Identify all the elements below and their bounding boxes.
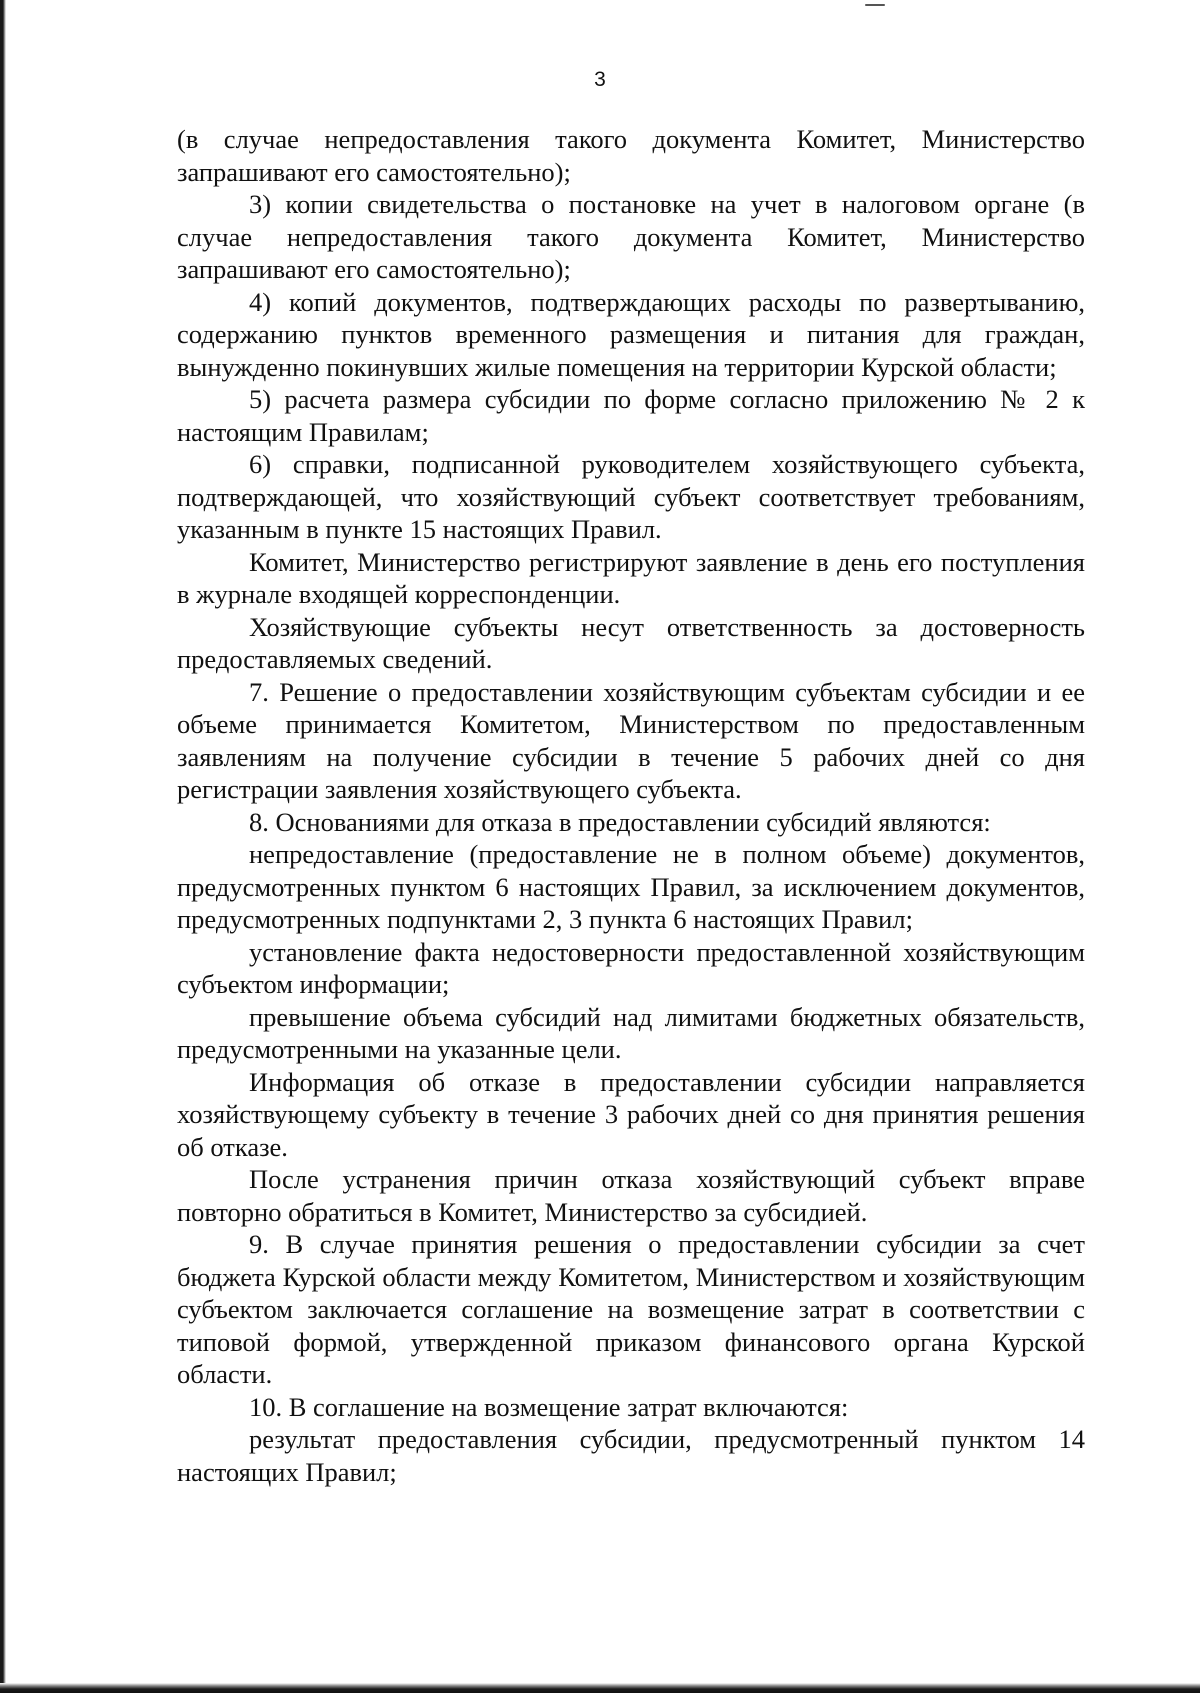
page-number: 3 xyxy=(594,68,606,91)
paragraph: Комитет, Министерство регистрируют заявление в день его поступления в журнале входящей корреспонденции. xyxy=(177,546,1085,609)
paragraph: 3) копии свидетельства о постановке на учет в налоговом органе (в случае непредоставления такого документа Комитет, Министерство запрашивают его самостоятельно); xyxy=(177,189,1085,284)
paragraph: Хозяйствующие субъекты несут ответственность за достоверность предоставляемых сведений. xyxy=(177,611,1085,674)
document-body xyxy=(177,123,1085,1488)
scan-artifact-mark xyxy=(865,4,885,6)
scan-left-edge xyxy=(0,0,6,1693)
paragraph: После устранения причин отказа хозяйствующий субъект вправе повторно обратиться в Комитет, Министерство за субсидией. xyxy=(177,1164,1085,1227)
paragraph: непредоставление (предоставление не в полном объеме) документов, предусмотренных пунктом 6 настоящих Правил, за исключением документов, предусмотренных подпунктами 2, 3 пункта 6 настоящих Правил; xyxy=(177,839,1085,934)
paragraph: 8. Основаниями для отказа в предоставлении субсидий являются: xyxy=(249,806,991,837)
paragraph: установление факта недостоверности предоставленной хозяйствующим субъектом информации; xyxy=(177,936,1085,999)
paragraph: превышение объема субсидий над лимитами бюджетных обязательств, предусмотренными на указанные цели. xyxy=(177,1001,1085,1064)
paragraph: 7. Решение о предоставлении хозяйствующим субъектам субсидии и ее объеме принимается Комитетом, Министерством по предоставленным заявлениям на получение субсидии в течение 5 рабочих дней со дня регистрации заявления хозяйствующего субъекта. xyxy=(177,676,1085,804)
scan-bottom-edge xyxy=(0,1683,1200,1693)
paragraph: результат предоставления субсидии, предусмотренный пунктом 14 настоящих Правил; xyxy=(177,1424,1085,1487)
paragraph: 10. В соглашение на возмещение затрат включаются: xyxy=(249,1391,849,1422)
paragraph: 4) копий документов, подтверждающих расходы по развертыванию, содержанию пунктов временного размещения и питания для граждан, вынужденно покинувших жилые помещения на территории Курской области; xyxy=(177,286,1085,382)
paragraph: (в случае непредоставления такого документа Комитет, Министерство запрашивают его самостоятельно); xyxy=(177,124,1085,187)
paragraph: Информация об отказе в предоставлении субсидии направляется хозяйствующему субъекту в течение 3 рабочих дней со дня принятия решения об отказе. xyxy=(177,1066,1085,1162)
paragraph: 9. В случае принятия решения о предоставлении субсидии за счет бюджета Курской области между Комитетом, Министерством и хозяйствующим субъектом заключается соглашение на возмещение затрат в соответствии с типовой формой, утвержденной приказом финансового органа Курской области. xyxy=(177,1229,1085,1389)
paragraph: 5) расчета размера субсидии по форме согласно приложению № 2 к настоящим Правилам; xyxy=(177,384,1085,447)
paragraph: 6) справки, подписанной руководителем хозяйствующего субъекта, подтверждающей, что хозяйствующий субъект соответствует требованиям, указанным в пункте 15 настоящих Правил. xyxy=(177,449,1085,544)
